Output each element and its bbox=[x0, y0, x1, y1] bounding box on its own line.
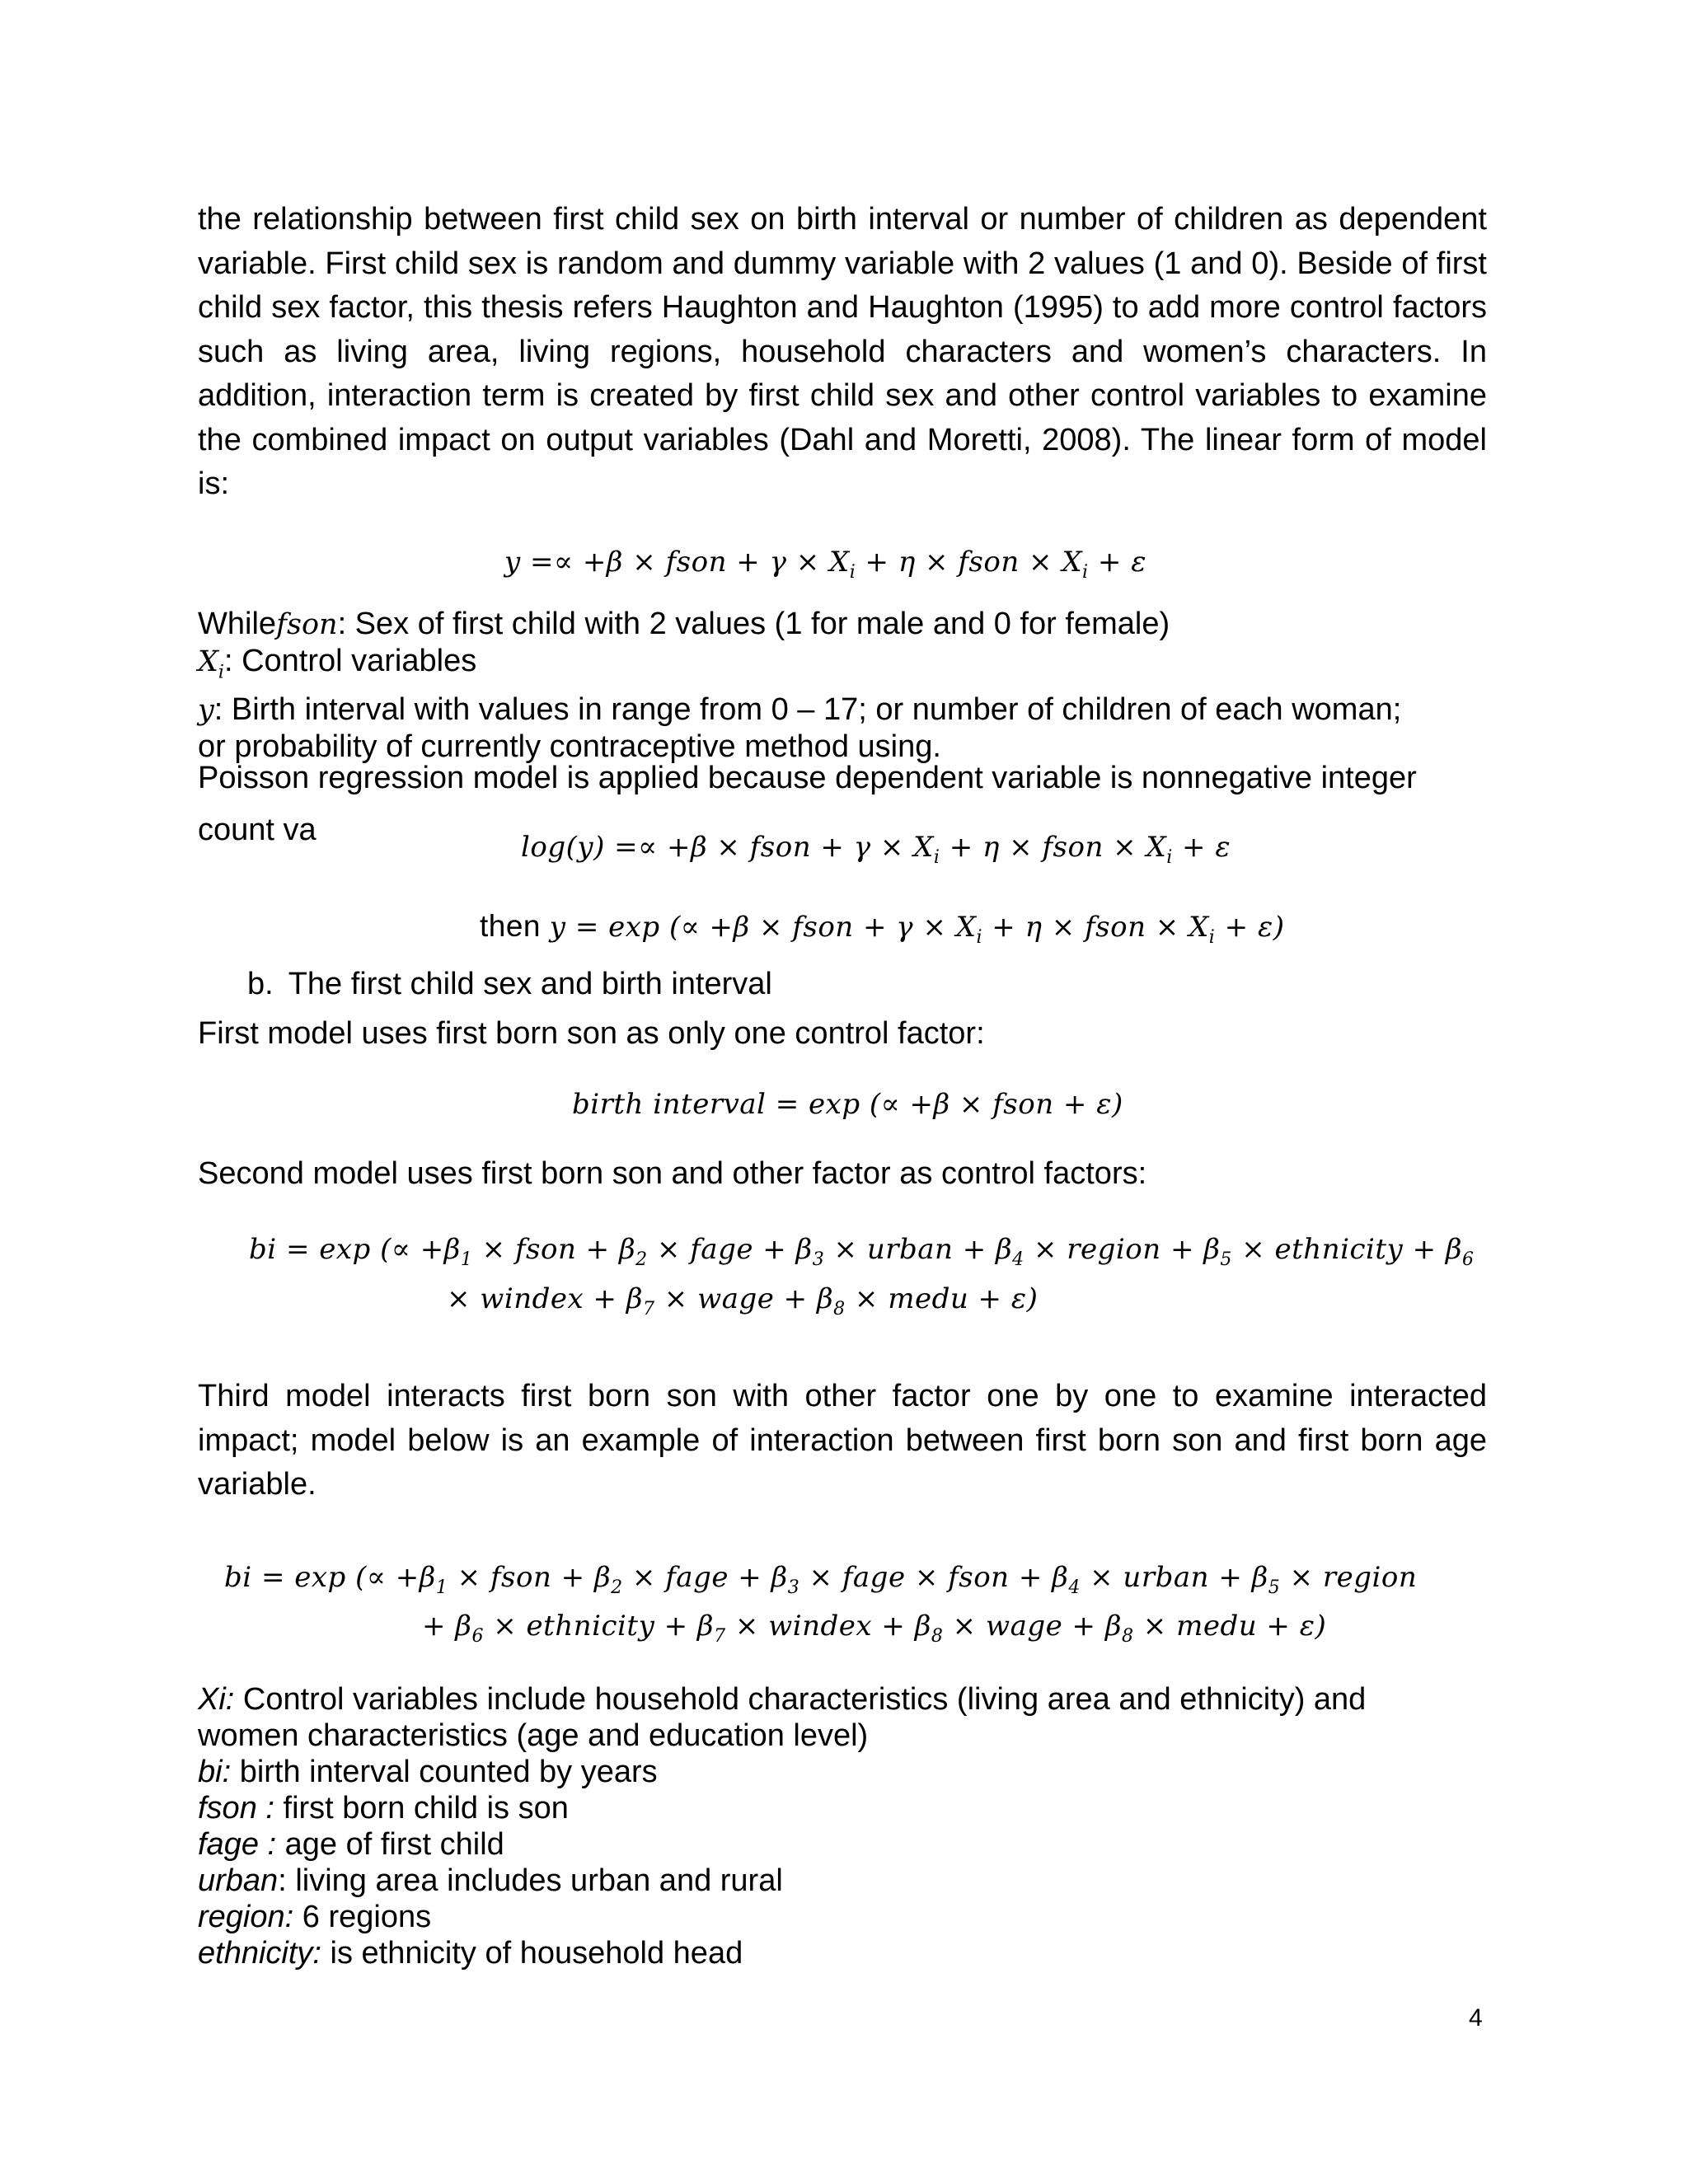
first-model-equation: birth interval = exp (∝ +β × fson + ε) bbox=[572, 1088, 1123, 1121]
equation-term: × medu + ε) bbox=[1133, 1610, 1327, 1643]
equation-subscript: 8 bbox=[1122, 1625, 1134, 1647]
equation-subscript: 7 bbox=[643, 1298, 655, 1319]
equation-term: × wage + β bbox=[943, 1610, 1122, 1643]
fson-definition: Whilefson: Sex of first child with 2 values (1 for male and 0 for female) bbox=[198, 607, 1170, 641]
section-b-heading: b. The first child sex and birth interval bbox=[247, 967, 772, 1001]
count-fragment: count va bbox=[198, 813, 316, 847]
equation-subscript: 2 bbox=[635, 1249, 648, 1270]
equation-subscript: 6 bbox=[1462, 1249, 1475, 1270]
equation-subscript: 5 bbox=[1220, 1249, 1232, 1270]
equation-subscript: 8 bbox=[931, 1625, 944, 1647]
equation-term: × windex + β bbox=[725, 1610, 931, 1643]
definition-term: ethnicity: bbox=[198, 1936, 321, 1971]
definition-text: 6 regions bbox=[293, 1900, 432, 1934]
second-model-equation-line2 bbox=[447, 1274, 1038, 1334]
definition-row bbox=[198, 1754, 1487, 1790]
second-model-text: Second model uses first born son and other factor as control factors: bbox=[198, 1156, 1147, 1191]
third-model-equation-line2 bbox=[422, 1601, 1326, 1661]
definition-row bbox=[198, 1826, 1487, 1863]
equation-subscript: 6 bbox=[471, 1625, 484, 1647]
poisson-line: Poisson regression model is applied because dependent variable is nonnegative integer bbox=[198, 761, 1417, 795]
y-definition-cont: or probability of currently contraceptive method using. bbox=[198, 729, 941, 764]
third-model-text: Third model interacts first born son with other factor one by one to examine interacted impact; model below is an example of interaction between first born son and first born age variable. bbox=[198, 1379, 1487, 1502]
log-model-equation: log(y) =∝ +β × fson + $\gamma \times X_i + \eta$ × fson × $X_i + \varepsilon$ bbox=[521, 831, 1231, 868]
y-definition: y: Birth interval with values in range from 0 – 17; or number of children of each woman; bbox=[198, 691, 1402, 727]
definition-term: fson : bbox=[198, 1791, 274, 1825]
equation-term: × urban + β bbox=[1080, 1561, 1268, 1594]
definition-term: Xi: bbox=[198, 1682, 235, 1717]
equation-term: + β bbox=[422, 1610, 472, 1643]
equation-term: × ethnicity + β bbox=[1231, 1233, 1463, 1266]
definition-text: age of first child bbox=[276, 1827, 504, 1862]
equation-term: bi = exp (∝ +β bbox=[249, 1233, 461, 1266]
equation-term: × fson + β bbox=[448, 1561, 612, 1594]
intro-paragraph: the relationship between first child sex on birth interval or number of children as dependent variable. First child sex is random and dummy variable with 2 values (1 and 0). Beside of first child sex factor, this thesis refers Haughton and Haughton (1995) to add more control factors such as living area, living regions, household characters and women’s characters. In addition, interaction term is created by first child sex and other control variables to examine the combined impact on output variables (Dahl and Moretti, 2008). The linear form of model is: bbox=[198, 202, 1487, 501]
equation-term: × region + β bbox=[1024, 1233, 1221, 1266]
equation-subscript: 3 bbox=[787, 1577, 800, 1598]
equation-subscript: 4 bbox=[1012, 1249, 1025, 1270]
definition-text: first born child is son bbox=[274, 1791, 569, 1825]
definition-text: is ethnicity of household head bbox=[321, 1936, 743, 1971]
definition-term: fage : bbox=[198, 1827, 277, 1862]
equation-subscript: 4 bbox=[1068, 1577, 1081, 1598]
equation-subscript: 1 bbox=[435, 1577, 448, 1598]
equation-subscript: 8 bbox=[833, 1298, 846, 1319]
equation-term: × fage × fson + β bbox=[799, 1561, 1069, 1594]
equation-subscript: 2 bbox=[611, 1577, 623, 1598]
definition-row bbox=[198, 1863, 1487, 1899]
equation-term: × fson + β bbox=[472, 1233, 636, 1266]
equation-term: × fage + β bbox=[647, 1233, 813, 1266]
equation-term: × fage + β bbox=[622, 1561, 788, 1594]
definition-text: women characteristics (age and education level) bbox=[198, 1718, 869, 1753]
xi-definition: $X_i$: Control variables bbox=[198, 644, 477, 683]
equation-term: × windex + β bbox=[447, 1282, 643, 1315]
linear-model-definitions bbox=[198, 606, 1487, 765]
equation-subscript: 5 bbox=[1268, 1577, 1281, 1598]
definition-row bbox=[198, 1899, 1487, 1935]
equation-subscript: 7 bbox=[714, 1625, 726, 1647]
equation-term: × wage + β bbox=[654, 1282, 834, 1315]
first-model-text: First model uses first born son as only one control factor: bbox=[198, 1016, 985, 1051]
equation-term: bi = exp (∝ +β bbox=[224, 1561, 436, 1594]
equation-subscript: 3 bbox=[812, 1249, 825, 1270]
equation-term: × medu + ε) bbox=[845, 1282, 1039, 1315]
equation-term: × urban + β bbox=[824, 1233, 1013, 1266]
definition-term: urban bbox=[198, 1863, 279, 1898]
page-number: 4 bbox=[1469, 2004, 1483, 2032]
definition-row bbox=[198, 1935, 1487, 1971]
equation-term: × region bbox=[1280, 1561, 1418, 1594]
definition-text: birth interval counted by years bbox=[231, 1755, 658, 1789]
definition-row bbox=[198, 1718, 1487, 1754]
definition-row bbox=[198, 1681, 1487, 1718]
definition-term: bi: bbox=[198, 1755, 232, 1789]
definition-text: : living area includes urban and rural bbox=[278, 1863, 783, 1898]
definition-term: region: bbox=[198, 1900, 294, 1934]
variable-definitions bbox=[198, 1681, 1487, 1971]
definition-text: Control variables include household characteristics (living area and ethnicity) and bbox=[234, 1682, 1367, 1717]
equation-term: × ethnicity + β bbox=[483, 1610, 715, 1643]
exp-model-equation: then y = exp (∝ +β × fson + $\gamma \times X_i + \eta$ × fson × $X_i + \varepsilon$) bbox=[480, 909, 1285, 948]
equation-subscript: 1 bbox=[460, 1249, 473, 1270]
linear-model-equation: y =∝ +β × fson + $\gamma \times X_i + \eta$ × fson × $X_i + \varepsilon$ bbox=[504, 546, 1146, 583]
definition-row bbox=[198, 1790, 1487, 1826]
